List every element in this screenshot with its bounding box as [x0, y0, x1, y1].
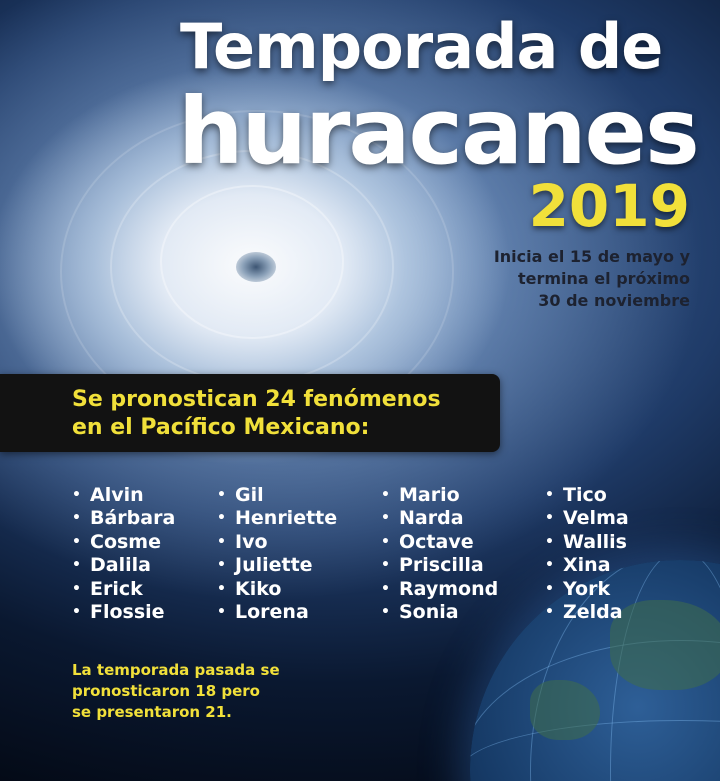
names-column-3 — [381, 484, 498, 624]
storm-name: • Velma — [545, 507, 629, 530]
storm-name: • Priscilla — [381, 554, 498, 577]
storm-name: • Henriette — [217, 507, 337, 530]
names-column-2 — [217, 484, 337, 624]
hurricane-eye — [236, 252, 276, 282]
poster-title-line-1: Temporada de — [180, 10, 663, 83]
storm-name: • Flossie — [72, 601, 175, 624]
storm-name: • Erick — [72, 578, 175, 601]
footnote-line: La temporada pasada se — [72, 661, 280, 679]
storm-name: • York — [545, 578, 629, 601]
storm-name: • Gil — [217, 484, 337, 507]
poster-title-line-2: huracanes — [178, 78, 698, 185]
season-dates — [460, 246, 690, 312]
storm-name: • Alvin — [72, 484, 175, 507]
season-dates-line: Inicia el 15 de mayo y — [493, 247, 690, 266]
storm-name: • Xina — [545, 554, 629, 577]
storm-name: • Kiko — [217, 578, 337, 601]
season-dates-line: termina el próximo — [517, 269, 690, 288]
names-column-1 — [72, 484, 175, 624]
storm-name: • Mario — [381, 484, 498, 507]
storm-name: • Narda — [381, 507, 498, 530]
storm-name: • Juliette — [217, 554, 337, 577]
storm-name: • Tico — [545, 484, 629, 507]
footnote-line: se presentaron 21. — [72, 703, 232, 721]
storm-name: • Sonia — [381, 601, 498, 624]
footnote-line: pronosticaron 18 pero — [72, 682, 260, 700]
poster-year: 2019 — [528, 172, 690, 240]
storm-name: • Bárbara — [72, 507, 175, 530]
footnote — [72, 660, 332, 723]
forecast-heading-line: Se pronostican 24 fenómenos — [72, 387, 441, 412]
forecast-heading-line: en el Pacífico Mexicano: — [72, 415, 370, 440]
storm-name: • Ivo — [217, 531, 337, 554]
season-dates-line: 30 de noviembre — [538, 291, 690, 310]
forecast-heading — [72, 386, 441, 442]
storm-name: • Wallis — [545, 531, 629, 554]
storm-name: • Octave — [381, 531, 498, 554]
storm-name: • Zelda — [545, 601, 629, 624]
storm-name: • Dalila — [72, 554, 175, 577]
storm-name: • Raymond — [381, 578, 498, 601]
storm-name: • Cosme — [72, 531, 175, 554]
storm-name: • Lorena — [217, 601, 337, 624]
names-column-4 — [545, 484, 629, 624]
